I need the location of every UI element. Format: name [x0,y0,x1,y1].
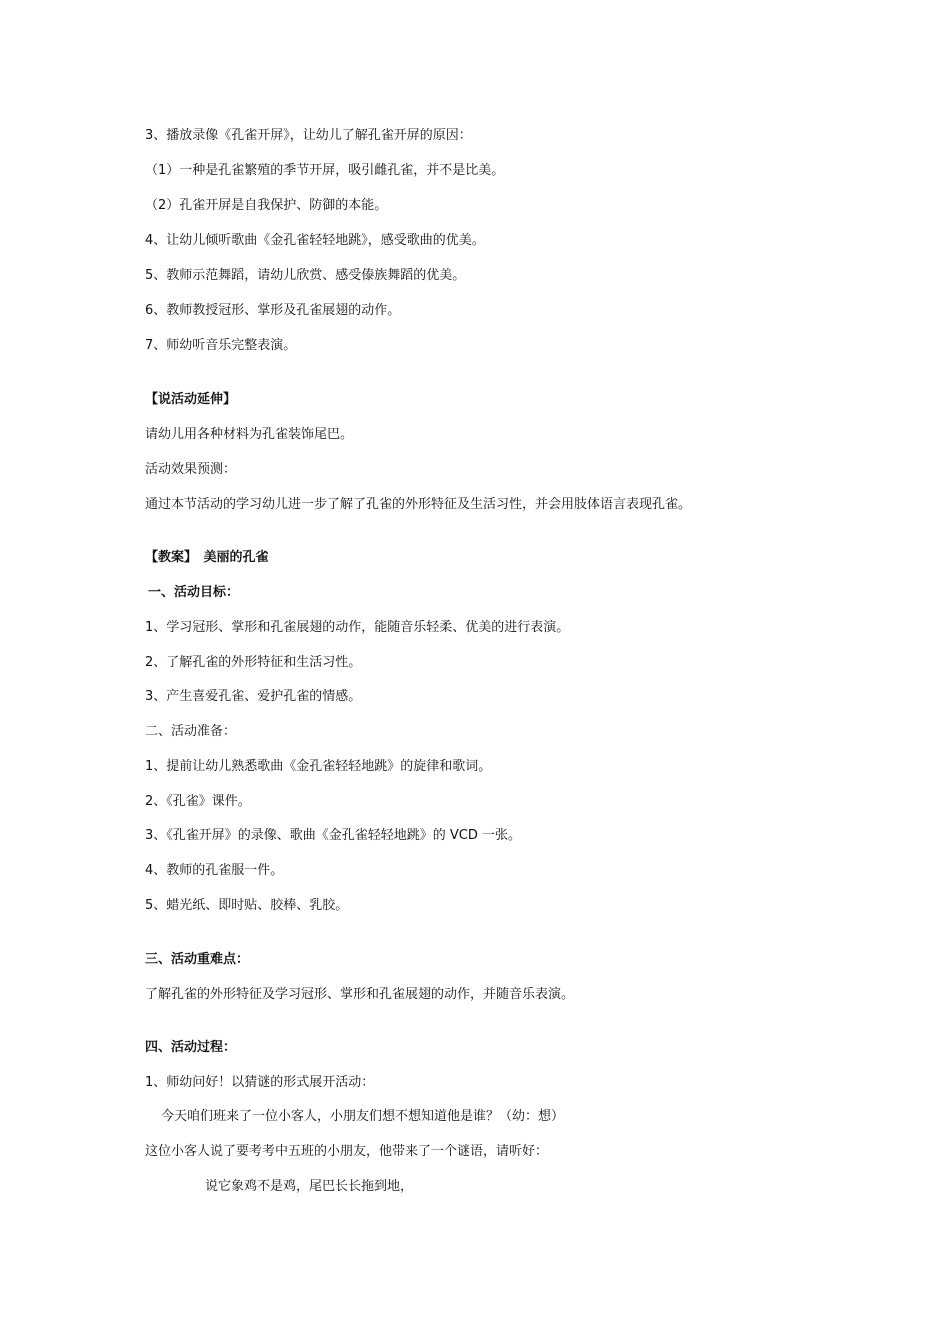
process-heading: 四、活动过程： [145,1040,237,1055]
process-item: 这位小客人说了要考考中五班的小朋友，他带来了一个谜语，请听好： [145,1144,549,1159]
goal-item: 2、了解孔雀的外形特征和生活习性。 [145,655,362,670]
step-3-line: 3、播放录像《孔雀开屏》，让幼儿了解孔雀开屏的原因： [145,128,472,143]
lesson-heading: 【教案】 美丽的孔雀 [145,550,269,565]
step-5-line: 5、教师示范舞蹈，请幼儿欣赏、感受傣族舞蹈的优美。 [145,268,466,283]
extension-heading: 【说活动延伸】 [145,392,237,407]
reason-2-line: （2）孔雀开屏是自我保护、防御的本能。 [145,198,388,213]
effect-text: 通过本节活动的学习幼儿进一步了解了孔雀的外形特征及生活习性，并会用肢体语言表现孔雀。 [145,497,692,512]
step-6-line: 6、教师教授冠形、掌形及孔雀展翅的动作。 [145,303,401,318]
prep-item: 2、《孔雀》课件。 [145,794,251,809]
goal-item: 3、产生喜爱孔雀、爱护孔雀的情感。 [145,689,362,704]
goals-heading: 一、活动目标： [148,585,240,600]
prep-item: 1、提前让幼儿熟悉歌曲《金孔雀轻轻地跳》的旋律和歌词。 [145,759,492,774]
reason-1-line: （1）一种是孔雀繁殖的季节开屏，吸引雌孔雀，并不是比美。 [145,163,505,178]
step-4-line: 4、让幼儿倾听歌曲《金孔雀轻轻地跳》，感受歌曲的优美。 [145,233,485,248]
prep-item: 3、《孔雀开屏》的录像、歌曲《金孔雀轻轻地跳》的 VCD 一张。 [145,828,522,843]
key-heading: 三、活动重难点： [145,952,250,967]
key-text: 了解孔雀的外形特征及学习冠形、掌形和孔雀展翅的动作，并随音乐表演。 [145,987,575,1002]
prep-heading: 二、活动准备： [145,724,237,739]
process-item: 今天咱们班来了一位小客人，小朋友们想不想知道他是谁？（幼：想） [161,1109,565,1124]
prep-item: 5、蜡光纸、即时贴、胶棒、乳胶。 [145,898,349,913]
effect-label: 活动效果预测： [145,462,237,477]
process-item: 1、师幼问好！以猜谜的形式展开活动： [145,1075,375,1090]
prep-item: 4、教师的孔雀服一件。 [145,863,284,878]
goal-item: 1、学习冠形、掌形和孔雀展翅的动作，能随音乐轻柔、优美的进行表演。 [145,620,570,635]
riddle-line: 说它象鸡不是鸡，尾巴长长拖到地， [205,1179,414,1194]
step-7-line: 7、师幼听音乐完整表演。 [145,338,297,353]
extension-text: 请幼儿用各种材料为孔雀装饰尾巴。 [145,427,354,442]
